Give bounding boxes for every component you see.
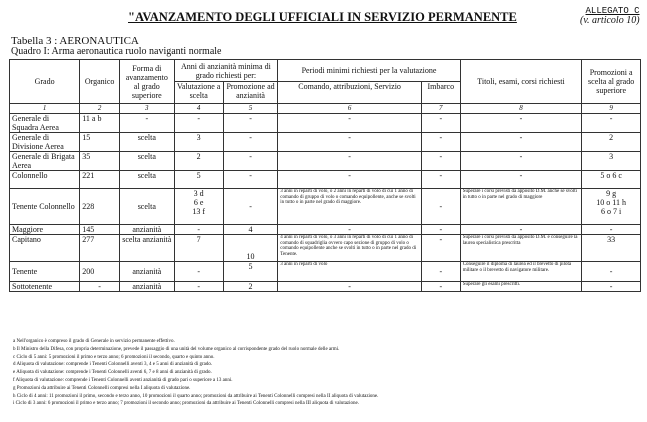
cell-grado: Sottotenente — [10, 282, 80, 292]
cell-promozione: 4 — [223, 225, 278, 235]
cell-forma: scelta — [120, 152, 175, 171]
cell-imbarco: - — [421, 225, 460, 235]
cell-grado: Colonnello — [10, 171, 80, 189]
cell-valutazione: - — [174, 282, 223, 292]
cell-promozione: - — [223, 171, 278, 189]
col-number: 5 — [223, 104, 278, 114]
footnote: d Aliquota di valutazione: comprende i Tenenti Colonnelli aventi 3, 4 e 5 anni di anzianità di grado. — [13, 362, 213, 368]
col-header-grado: Grado — [10, 60, 80, 104]
footnote: e Aliquota di valutazione: comprende i Tenenti Colonnelli aventi 6, 7 e 8 anni di anzianità di grado. — [13, 370, 212, 376]
cell-comando: - — [278, 114, 422, 133]
col-header-periodi: Periodi minimi richiesti per la valutazione — [278, 60, 460, 82]
cell-grado: Maggiore — [10, 225, 80, 235]
quadro-subtitle: Quadro I: Arma aeronautica ruolo naviganti normale — [11, 46, 222, 57]
cell-imbarco: - — [421, 282, 460, 292]
cell-comando: - — [278, 133, 422, 152]
cell-organico: 15 — [80, 133, 120, 152]
cell-forma: - — [120, 114, 175, 133]
cell-valutazione: 7 — [174, 235, 223, 262]
table-title: Tabella 3 : AERONAUTICA — [11, 35, 139, 47]
allegato-line2: (v. articolo 10) — [580, 15, 640, 26]
cell-forma: scelta — [120, 133, 175, 152]
table-row — [10, 282, 641, 292]
cell-titoli: - — [460, 171, 582, 189]
cell-comando: - — [278, 171, 422, 189]
cell-promozioni: 9 g 10 o 11 h 6 o 7 i — [582, 189, 641, 225]
cell-imbarco: - — [421, 114, 460, 133]
footnote: h Ciclo di 4 anni: 11 promozioni il primo, secondo e terzo anno, 10 promozioni il quarto anno; promozioni da attribuire ai Tenenti Colonnelli compresi nella II aliquota di valutazione. — [13, 393, 379, 399]
cell-imbarco: - — [421, 133, 460, 152]
cell-organico: 228 — [80, 189, 120, 225]
col-number: 9 — [582, 104, 641, 114]
cell-forma: scelta — [120, 189, 175, 225]
cell-promozione: 2 — [223, 282, 278, 292]
col-header-promozioni: Promozioni a scelta al grado superiore — [582, 60, 641, 104]
page-title: "AVANZAMENTO DEGLI UFFICIALI IN SERVIZIO PERMANENTE — [128, 10, 517, 24]
cell-promozione: - — [223, 152, 278, 171]
table-row — [10, 152, 641, 171]
col-header-organico: Organico — [80, 60, 120, 104]
cell-valutazione: - — [174, 225, 223, 235]
cell-comando: - — [278, 282, 422, 292]
col-header-valutazione: Valutazione a scelta — [174, 82, 223, 104]
footnotes — [13, 338, 633, 408]
table-row — [10, 262, 641, 282]
cell-organico: 221 — [80, 171, 120, 189]
allegato-label — [580, 6, 640, 26]
cell-forma: anzianità — [120, 282, 175, 292]
col-number: 1 — [10, 104, 80, 114]
cell-promozioni: - — [582, 282, 641, 292]
table-row — [10, 171, 641, 189]
cell-grado: Generale di Divisione Aerea — [10, 133, 80, 152]
cell-organico: - — [80, 282, 120, 292]
cell-comando: - — [278, 225, 422, 235]
cell-titoli: - — [460, 133, 582, 152]
cell-valutazione: 3 — [174, 133, 223, 152]
cell-grado: Generale di Squadra Aerea — [10, 114, 80, 133]
footnote: a Nell'organico è compreso il grado di Generale in servizio permanente effettivo. — [13, 339, 175, 344]
cell-valutazione: 2 — [174, 152, 223, 171]
cell-promozione: - — [223, 133, 278, 152]
cell-valutazione: 3 d 6 e 13 f — [174, 189, 223, 225]
col-header-anni: Anni di anzianità minima di grado richiesti per: — [174, 60, 278, 82]
cell-imbarco: - — [421, 152, 460, 171]
col-number: 3 — [120, 104, 175, 114]
cell-grado: Tenente Colonnello — [10, 189, 80, 225]
footnote: g Promozioni da attribuire ai Tenenti Colonnelli compresi nella I aliquota di valutazione. — [13, 385, 191, 391]
footnote: i Ciclo di 3 anni: 6 promozioni il primo e terzo anno; 7 promozioni il secondo anno; promozioni da attribuire ai Tenenti Colonnelli compresi nella III aliquota di valutazione. — [13, 401, 360, 407]
cell-imbarco: - — [421, 235, 460, 262]
cell-valutazione: - — [174, 114, 223, 133]
col-number: 7 — [421, 104, 460, 114]
cell-forma: anzianità — [120, 262, 175, 282]
col-number: 8 — [460, 104, 582, 114]
cell-comando: 3 anni in reparti di volo — [278, 262, 422, 282]
col-header-forma: Forma di avanzamento al grado superiore — [120, 60, 175, 104]
table-row — [10, 189, 641, 225]
footnote: f Aliquota di valutazione: comprende i Tenenti Colonnelli aventi anzianità di grado pari o superiore a 13 anni. — [13, 377, 233, 383]
cell-grado: Generale di Brigata Aerea — [10, 152, 80, 171]
cell-forma: scelta anzianità — [120, 235, 175, 262]
cell-promozioni: - — [582, 262, 641, 282]
col-number: 2 — [80, 104, 120, 114]
cell-promozione: 5 — [223, 262, 278, 282]
footnote: c Ciclo di 5 anni: 5 promozioni il primo e terzo anno; 6 promozioni il secondo, quarto e quinto anno. — [13, 354, 215, 360]
cell-organico: 200 — [80, 262, 120, 282]
footnote: b Il Ministro della Difesa, con propria determinazione, prevede il passaggio di una unità del volume organico al corrispondente grado del ruolo normale delle armi. — [13, 346, 340, 352]
allegato-line1: ALLEGATO C — [585, 6, 640, 16]
cell-promozione: - — [223, 189, 278, 225]
cell-organico: 145 — [80, 225, 120, 235]
cell-grado: Tenente — [10, 262, 80, 282]
cell-imbarco: - — [421, 171, 460, 189]
cell-forma: anzianità — [120, 225, 175, 235]
cell-comando: 3 anni in reparti di volo, o 2 anni in reparti di volo di cui 1 anno di comando di gruppo di volo o comando equipollente, anche se svolti in tutto o in parte nel grado di maggiore. — [278, 189, 422, 225]
col-header-titoli: Titoli, esami, corsi richiesti — [460, 60, 582, 104]
cell-valutazione: 5 — [174, 171, 223, 189]
table-row — [10, 133, 641, 152]
avanzamento-table — [9, 59, 641, 292]
cell-promozioni: 5 o 6 c — [582, 171, 641, 189]
col-header-comando: Comando, attribuzioni, Servizio — [278, 82, 422, 104]
cell-promozione: 10 — [223, 235, 278, 262]
cell-promozioni: 2 — [582, 133, 641, 152]
cell-promozione: - — [223, 114, 278, 133]
col-number: 4 — [174, 104, 223, 114]
cell-organico: 11 a b — [80, 114, 120, 133]
cell-titoli: - — [460, 225, 582, 235]
cell-comando: - — [278, 152, 422, 171]
cell-titoli: Superare i corsi previsti da apposito D.M. e conseguire la laurea specialistica prescritta — [460, 235, 582, 262]
cell-promozioni: 33 — [582, 235, 641, 262]
cell-titoli: Superare i corsi previsti da apposito D.M. anche se svolti in tutto o in parte nel grado di maggiore — [460, 189, 582, 225]
cell-valutazione: - — [174, 262, 223, 282]
col-header-imbarco: Imbarco — [421, 82, 460, 104]
col-header-promozione: Promozione ad anzianità — [223, 82, 278, 104]
cell-titoli: - — [460, 114, 582, 133]
col-number: 6 — [278, 104, 422, 114]
table-row — [10, 235, 641, 262]
cell-titoli: Conseguire il diploma di laurea ed il brevetto di pilota militare o il brevetto di navigatore militare. — [460, 262, 582, 282]
cell-titoli: - — [460, 152, 582, 171]
cell-promozioni: 3 — [582, 152, 641, 171]
cell-imbarco: - — [421, 189, 460, 225]
cell-comando: 4 anni in reparti di volo, o 3 anni in reparti di volo di cui 1 anno di comando di squadriglia ovvero capo sezione di gruppo di volo o comando equipollente anche se svolti in tutto o in parte nel grado di Tenente. — [278, 235, 422, 262]
cell-promozioni: - — [582, 225, 641, 235]
cell-grado: Capitano — [10, 235, 80, 262]
cell-organico: 35 — [80, 152, 120, 171]
cell-promozioni: - — [582, 114, 641, 133]
table-row — [10, 114, 641, 133]
cell-titoli: Superare gli esami prescritti. — [460, 282, 582, 292]
table-row — [10, 225, 641, 235]
cell-organico: 277 — [80, 235, 120, 262]
cell-imbarco: - — [421, 262, 460, 282]
cell-forma: scelta — [120, 171, 175, 189]
